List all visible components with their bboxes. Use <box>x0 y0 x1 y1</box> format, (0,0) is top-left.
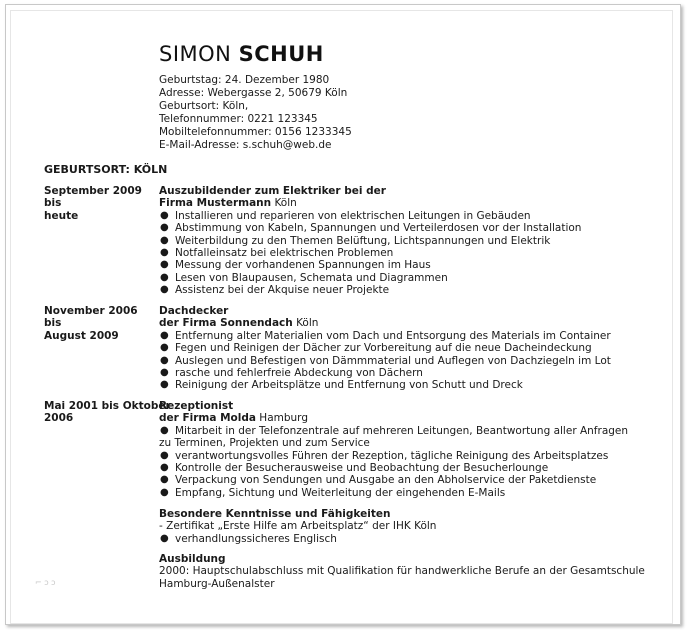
company-name: der Firma Sonnendach <box>159 317 293 330</box>
duty-text: Reinigung der Arbeitsplätze und Entfernung von Schutt und Dreck <box>175 379 523 392</box>
date-line: September 2009 bis <box>44 185 142 210</box>
job-title: Dachdecker <box>159 305 229 317</box>
bullet-icon: ● <box>160 342 169 354</box>
duty-text: Weiterbildung zu den Themen Belüftung, Lichtspannungen und Elektrik <box>175 234 551 247</box>
list-item <box>159 533 659 545</box>
list-item <box>159 355 664 367</box>
bullet-icon: ● <box>160 259 169 271</box>
job-title: Rezeptionist <box>159 400 234 412</box>
bullet-icon: ● <box>160 367 169 379</box>
phone: Telefonnummer: 0221 123345 <box>159 113 318 125</box>
company-city: Hamburg <box>255 412 308 425</box>
list-item <box>159 462 664 474</box>
date-line: 2006 <box>44 412 74 425</box>
company-name: Firma Mustermann <box>159 197 272 210</box>
bullet-icon: ● <box>160 284 169 296</box>
applicant-name <box>159 42 324 66</box>
bullet-icon: ● <box>160 247 169 259</box>
duty-text: Kontrolle der Besucherausweise und Beobachtung der Besucherlounge <box>175 462 549 475</box>
company-city: Köln <box>292 317 319 330</box>
list-item <box>159 425 639 450</box>
list-item <box>159 379 664 391</box>
entry-body <box>159 185 664 297</box>
company-name: der Firma Molda <box>159 412 256 425</box>
bullet-icon: ● <box>160 462 169 474</box>
list-item <box>159 235 664 247</box>
list-item <box>159 342 664 354</box>
list-item <box>159 210 664 222</box>
duty-list <box>159 210 664 297</box>
skills-certificate: - Zertifikat „Erste Hilfe am Arbeitsplatz“ der IHK Köln <box>159 520 437 533</box>
entry-body <box>159 400 664 499</box>
entry-date <box>44 400 171 425</box>
duty-text: Fegen und Reinigen der Dächer zur Vorbereitung auf die neue Dacheindeckung <box>175 342 592 355</box>
bullet-icon: ● <box>160 379 169 391</box>
duty-text: Notfalleinsatz bei elektrischen Problemen <box>175 247 394 260</box>
contact-details <box>159 74 352 152</box>
company <box>159 412 664 424</box>
bullet-icon: ● <box>160 329 169 341</box>
education-line: Hamburg-Außenalster <box>159 577 275 590</box>
bullet-icon: ● <box>160 474 169 486</box>
date-line: Mai 2001 bis Oktober <box>44 400 171 412</box>
skills-list <box>159 533 659 545</box>
bullet-icon: ● <box>160 449 169 461</box>
duty-text: Messung der vorhandenen Spannungen im Haus <box>175 259 431 272</box>
duty-list <box>159 330 664 392</box>
bullet-icon: ● <box>160 209 169 221</box>
first-name: SIMON <box>159 42 232 66</box>
duty-text: Auslegen und Befestigen von Dämmmaterial und Auflegen von Dachziegeln im Lot <box>175 354 611 367</box>
section-heading: GEBURTSORT: KÖLN <box>44 163 168 176</box>
bullet-icon: ● <box>160 424 169 436</box>
date-line: November 2006 bis <box>44 305 138 330</box>
company <box>159 317 664 329</box>
bullet-icon: ● <box>160 486 169 498</box>
birthday: Geburtstag: 24. Dezember 1980 <box>159 74 330 86</box>
duty-text: Entfernung alter Materialien vom Dach und Entsorgung des Materials im Container <box>175 329 611 342</box>
date-line: heute <box>44 209 79 222</box>
date-line: August 2009 <box>44 329 119 342</box>
list-item <box>159 259 664 271</box>
list-item <box>159 487 664 499</box>
list-item <box>159 222 664 234</box>
company <box>159 197 664 209</box>
bullet-icon: ● <box>160 234 169 246</box>
duty-text: Assistenz bei der Akquise neuer Projekte <box>175 284 390 297</box>
list-item <box>159 330 664 342</box>
entry-body <box>159 305 664 392</box>
duty-text: Abstimmung von Kabeln, Spannungen und Verteilerdosen vor der Installation <box>175 222 582 235</box>
last-name: SCHUH <box>238 42 324 66</box>
list-item <box>159 247 664 259</box>
entry-date <box>44 305 156 342</box>
bullet-icon: ● <box>160 354 169 366</box>
entry-date <box>44 185 156 222</box>
bullet-icon: ● <box>160 271 169 283</box>
mobile: Mobiltelefonnummer: 0156 1233345 <box>159 126 352 138</box>
duty-text: Empfang, Sichtung und Weiterleitung der eingehenden E-Mails <box>175 486 506 499</box>
email: E-Mail-Adresse: s.schuh@web.de <box>159 139 332 151</box>
skills-section <box>159 508 659 545</box>
list-item <box>159 367 664 379</box>
list-item <box>159 450 664 462</box>
duty-text: Verpackung von Sendungen und Ausgabe an den Abholservice der Paketdienste <box>175 474 597 487</box>
skills-heading: Besondere Kenntnisse und Fähigkeiten <box>159 508 391 520</box>
duty-text: Lesen von Blaupausen, Schemata und Diagrammen <box>175 271 448 284</box>
education-heading: Ausbildung <box>159 553 226 565</box>
list-item <box>159 284 664 296</box>
list-item <box>159 474 664 486</box>
job-title: Auszubildender zum Elektriker bei der <box>159 185 386 197</box>
list-item <box>159 272 664 284</box>
education-line: 2000: Hauptschulabschluss mit Qualifikation für handwerkliche Berufe an der Gesamtschule <box>159 565 645 578</box>
duty-text: Installieren und reparieren von elektrischen Leitungen in Gebäuden <box>175 209 531 222</box>
watermark-logo: ⌐ ↄ ↄ <box>35 578 56 587</box>
duty-text: Mitarbeit in der Telefonzentrale auf mehreren Leitungen, Beantwortung aller Anfragen zu Terminen, Projekten und zum Service <box>159 424 629 450</box>
birthplace: Geburtsort: Köln, <box>159 100 249 112</box>
duty-text: verantwortungsvolles Führen der Rezeption, tägliche Reinigung des Arbeitsplatzes <box>175 449 609 462</box>
bullet-icon: ● <box>160 222 169 234</box>
bullet-icon: ● <box>160 532 169 544</box>
duty-text: rasche und fehlerfreie Abdeckung von Dächern <box>175 367 423 380</box>
education-section <box>159 553 659 590</box>
duty-list <box>159 425 664 499</box>
address: Adresse: Webergasse 2, 50679 Köln <box>159 87 348 99</box>
company-city: Köln <box>271 197 297 210</box>
skill-text: verhandlungssicheres Englisch <box>175 532 337 545</box>
